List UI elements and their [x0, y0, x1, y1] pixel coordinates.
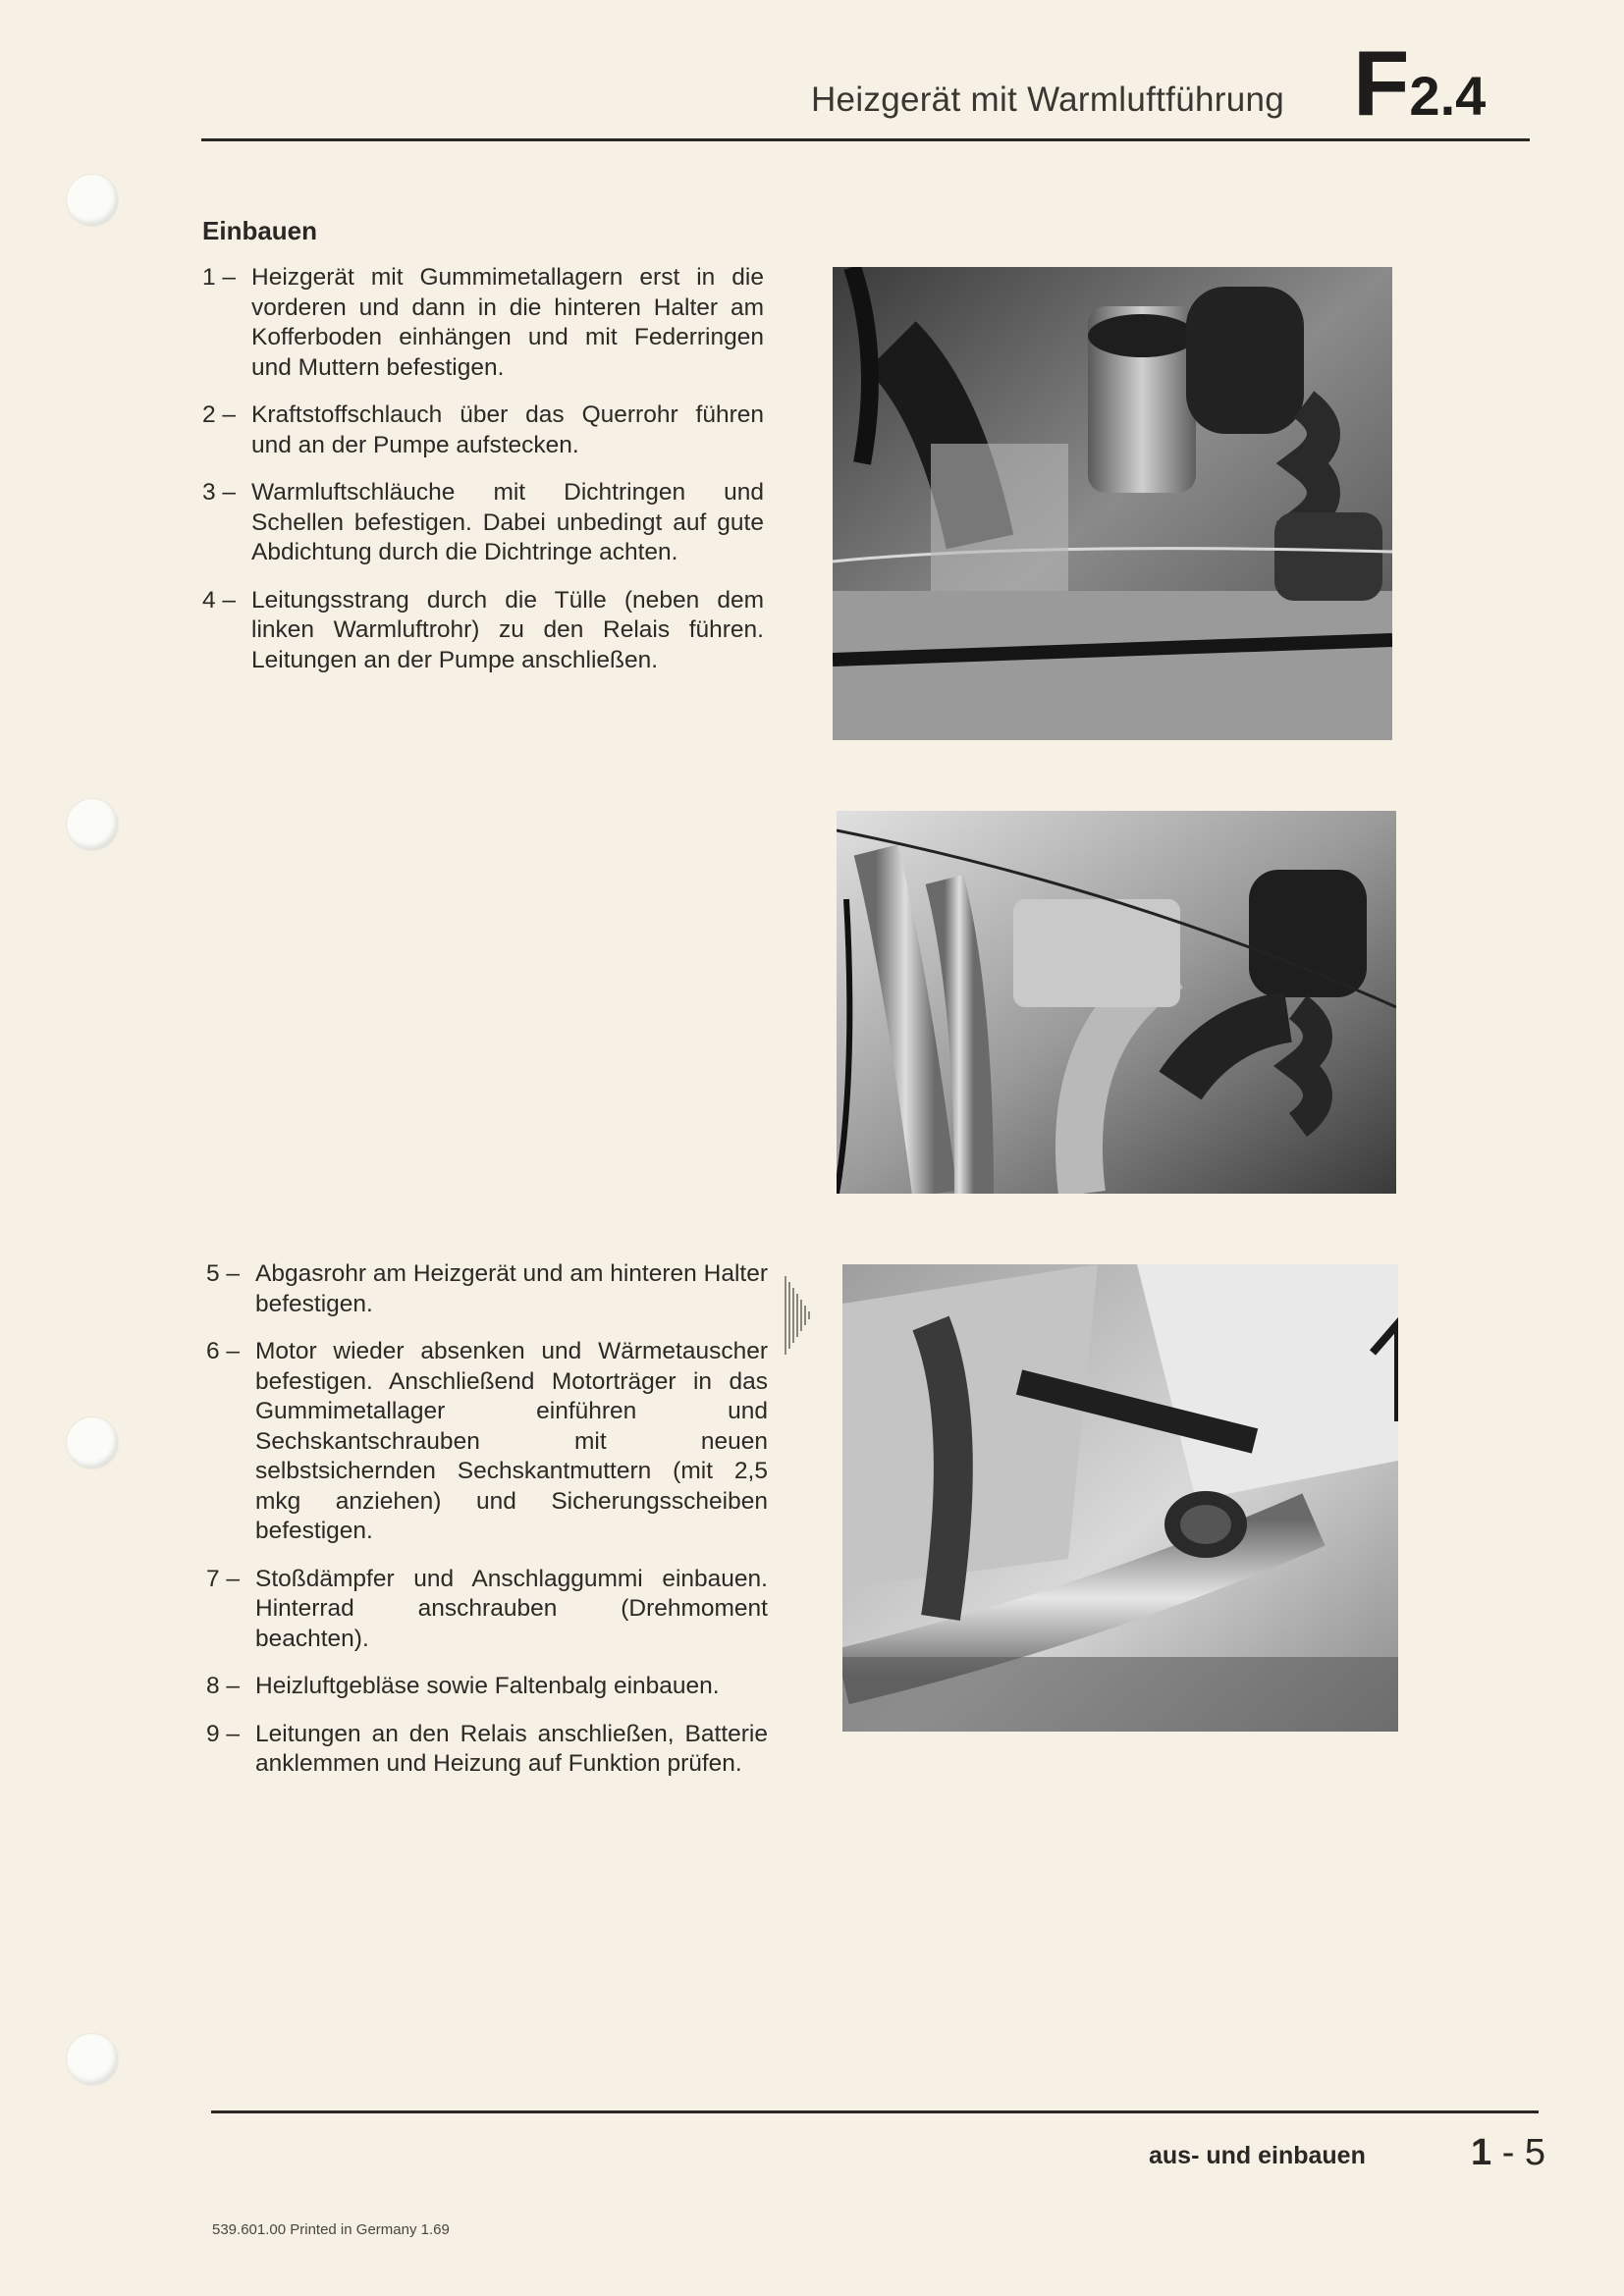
page-separator: -	[1491, 2132, 1525, 2173]
step-item	[206, 1720, 768, 1780]
header-rule	[201, 138, 1530, 141]
step-text: Warmluftschläuche mit Dichtringen und Schellen befestigen. Dabei unbedingt auf gute Abdichtung durch die Dichtringe achten.	[251, 479, 764, 565]
page-chapter: 1	[1471, 2132, 1492, 2173]
footer-section-label: aus- und einbauen	[1149, 2142, 1366, 2169]
photo-heater-installed	[833, 267, 1392, 740]
continue-arrow-icon	[784, 1266, 819, 1364]
step-item	[202, 400, 764, 460]
step-number: 6 –	[206, 1338, 241, 1364]
footer-rule	[211, 2110, 1539, 2113]
photo-exhaust-pipe	[842, 1264, 1398, 1732]
step-text: Heizgerät mit Gummimetallagern erst in die vorderen und dann in die hinteren Halter am Kofferboden einhängen und mit Federringen und Muttern befestigen.	[251, 264, 764, 381]
step-number: 7 –	[206, 1565, 241, 1592]
chapter-code	[1353, 31, 1487, 134]
step-text: Motor wieder absenken und Wärmetauscher befestigen. Anschließend Motorträger in das Gummimetallager einführen und Sechskantschrauben mit neuen selbstsichernden Sechskantmuttern (mit 2,5 mkg anziehen) und Sicherungsscheiben befestigen.	[255, 1338, 768, 1544]
step-item	[202, 586, 764, 676]
steps-list-top	[202, 263, 764, 693]
step-item	[202, 263, 764, 383]
step-text: Leitungsstrang durch die Tülle (neben dem linken Warmluftrohr) zu den Relais führen. Leitungen an der Pumpe anschließen.	[251, 586, 764, 673]
chapter-letter: F	[1353, 31, 1410, 134]
step-item	[202, 478, 764, 568]
step-number: 8 –	[206, 1673, 241, 1699]
page-title: Heizgerät mit Warmluftführung	[810, 80, 1284, 119]
step-text: Abgasrohr am Heizgerät und am hinteren Halter befestigen.	[255, 1260, 768, 1317]
step-number: 4 –	[202, 586, 237, 614]
photo-heater-pipes	[837, 811, 1396, 1194]
punch-hole	[67, 799, 118, 850]
steps-list-bottom	[206, 1259, 768, 1797]
page-number	[1471, 2132, 1545, 2174]
punch-hole	[67, 175, 118, 226]
step-number: 2 –	[202, 401, 237, 428]
punch-hole	[67, 2034, 118, 2085]
step-item	[206, 1565, 768, 1655]
step-text: Stoßdämpfer und Anschlaggummi einbauen. Hinterrad anschrauben (Drehmoment beachten).	[255, 1565, 768, 1652]
step-text: Leitungen an den Relais anschließen, Batterie anklemmen und Heizung auf Funktion prüfen.	[255, 1720, 768, 1777]
step-number: 3 –	[202, 479, 237, 506]
step-number: 5 –	[206, 1260, 241, 1287]
step-number: 1 –	[202, 264, 237, 291]
page-number-value: 5	[1524, 2132, 1546, 2173]
step-item	[206, 1337, 768, 1547]
step-text: Kraftstoffschlauch über das Querrohr führen und an der Pumpe aufstecken.	[251, 401, 764, 458]
step-item	[206, 1672, 768, 1702]
print-note: 539.601.00 Printed in Germany 1.69	[212, 2221, 450, 2238]
step-item	[206, 1259, 768, 1319]
step-number: 9 –	[206, 1720, 241, 1747]
chapter-number: 2.4	[1409, 65, 1487, 127]
section-heading: Einbauen	[202, 216, 318, 245]
punch-hole	[67, 1417, 118, 1468]
step-text: Heizluftgebläse sowie Faltenbalg einbauen.	[255, 1673, 720, 1699]
